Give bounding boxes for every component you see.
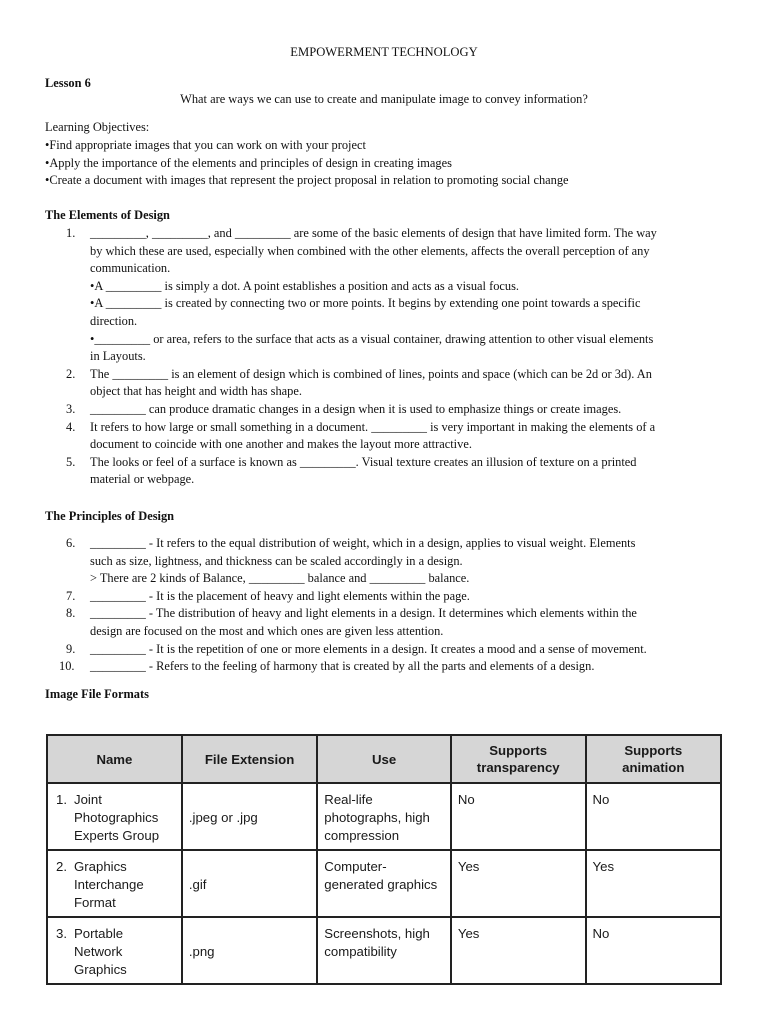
- item-line: such as size, lightness, and thickness can be scaled accordingly in a design.: [90, 553, 463, 568]
- formats-table: [46, 734, 722, 985]
- name-cell: [47, 783, 182, 850]
- format-name: Graphics Interchange Format: [74, 859, 144, 910]
- item-line: object that has height and width has shape.: [90, 384, 302, 399]
- objectives-heading: Learning Objectives:: [45, 120, 150, 134]
- item-line: The looks or feel of a surface is known as _________. Visual texture creates an illusion of texture on a printed: [90, 454, 637, 469]
- formats-table-wrapper: [46, 734, 722, 985]
- item-number: 1.: [66, 226, 76, 240]
- animation-cell: No: [586, 783, 721, 850]
- elements-heading: The Elements of Design: [45, 208, 170, 222]
- item-number: 4.: [66, 419, 76, 434]
- item-line: The _________ is an element of design which is combined of lines, points and space (which can be 2d or 3d). An: [90, 366, 652, 381]
- item-number: 5.: [66, 454, 76, 469]
- list-item: [45, 535, 725, 588]
- item-number: 2.: [66, 366, 76, 381]
- item-line: document to coincide with one another and makes the layout more attractive.: [90, 437, 472, 452]
- transparency-cell: No: [451, 783, 586, 850]
- item-line: by which these are used, especially when combined with the other elements, affects the overall perception of any: [90, 243, 650, 258]
- item-line: communication.: [90, 261, 171, 276]
- item-line: design are focused on the most and which ones are given less attention.: [90, 623, 444, 638]
- item-number: 10.: [59, 659, 75, 674]
- objective-item: •Apply the importance of the elements and principles of design in creating images: [45, 155, 452, 170]
- sub-line: in Layouts.: [90, 349, 146, 364]
- item-line: > There are 2 kinds of Balance, _________ balance and _________ balance.: [90, 571, 470, 586]
- extension-cell: .jpeg or .jpg: [182, 783, 317, 850]
- formats-heading: Image File Formats: [45, 687, 149, 701]
- name-cell: [47, 850, 182, 917]
- elements-list: [45, 225, 725, 489]
- sub-line: •A _________ is created by connecting two or more points. It begins by extending one point towards a specific: [90, 296, 641, 311]
- table-row: [47, 850, 721, 917]
- list-item: [45, 658, 725, 676]
- document-title: EMPOWERMENT TECHNOLOGY: [290, 45, 478, 59]
- use-cell: Real-life photographs, high compression: [317, 783, 451, 850]
- use-cell: Screenshots, high compatibility: [317, 917, 451, 984]
- row-number: 3.: [56, 926, 67, 941]
- animation-cell: No: [586, 917, 721, 984]
- item-line: _________ - The distribution of heavy and light elements in a design. It determines which elements within the: [90, 606, 637, 621]
- sub-item: [45, 278, 725, 296]
- item-number: 6.: [66, 536, 76, 550]
- list-item: [45, 225, 725, 278]
- item-line: _________ - It is the placement of heavy and light elements within the page.: [90, 588, 470, 603]
- column-header: File Extension: [182, 735, 317, 783]
- extension-cell: .png: [182, 917, 317, 984]
- table-row: [47, 917, 721, 984]
- animation-cell: Yes: [586, 850, 721, 917]
- table-header-row: [47, 735, 721, 783]
- item-line: _________ - It refers to the equal distribution of weight, which in a design, applies to visual weight. Elements: [90, 536, 636, 550]
- list-item: [45, 401, 725, 419]
- column-header: Name: [47, 735, 182, 783]
- item-number: 3.: [66, 401, 76, 416]
- list-item: [45, 605, 725, 640]
- table-row: [47, 783, 721, 850]
- lesson-label: Lesson 6: [45, 76, 91, 90]
- sub-item: [45, 331, 725, 366]
- item-number: 7.: [66, 588, 76, 603]
- extension-cell: .gif: [182, 850, 317, 917]
- item-line: _________ can produce dramatic changes in a design when it is used to emphasize things or create images.: [90, 401, 622, 416]
- transparency-cell: Yes: [451, 917, 586, 984]
- item-line: material or webpage.: [90, 472, 195, 487]
- use-cell: Computer-generated graphics: [317, 850, 451, 917]
- item-line: _________ - Refers to the feeling of harmony that is created by all the parts and elements of a design.: [90, 659, 595, 674]
- column-header: Supports animation: [586, 735, 721, 783]
- list-item: [45, 454, 725, 489]
- objective-item: •Find appropriate images that you can work on with your project: [45, 137, 366, 152]
- format-name: Portable Network Graphics: [74, 926, 127, 977]
- lesson-question: What are ways we can use to create and manipulate image to convey information?: [180, 92, 588, 106]
- sub-line: direction.: [90, 313, 138, 328]
- principles-list: [45, 535, 725, 676]
- list-item: [45, 588, 725, 606]
- list-item: [45, 641, 725, 659]
- sub-line: •_________ or area, refers to the surface that acts as a visual container, drawing attention to other visual elements: [90, 331, 654, 346]
- column-header: Use: [317, 735, 451, 783]
- item-line: It refers to how large or small something in a document. _________ is very important in making the elements of a: [90, 419, 656, 434]
- transparency-cell: Yes: [451, 850, 586, 917]
- row-number: 1.: [56, 792, 67, 807]
- column-header: Supports transparency: [451, 735, 586, 783]
- list-item: [45, 366, 725, 401]
- item-number: 8.: [66, 606, 76, 621]
- format-name: Joint Photographics Experts Group: [74, 792, 160, 843]
- objective-item: •Create a document with images that represent the project proposal in relation to promoting social change: [45, 173, 569, 188]
- sub-item: [45, 295, 725, 330]
- list-item: [45, 419, 725, 454]
- item-number: 9.: [66, 641, 76, 656]
- sub-line: •A _________ is simply a dot. A point establishes a position and acts as a visual focus.: [90, 278, 520, 293]
- item-line: _________ - It is the repetition of one or more elements in a design. It creates a mood and a sense of movement.: [90, 641, 647, 656]
- row-number: 2.: [56, 859, 67, 874]
- name-cell: [47, 917, 182, 984]
- learning-objectives: [45, 119, 745, 190]
- item-line: _________, _________, and _________ are some of the basic elements of design that have limited form. The way: [90, 226, 657, 240]
- principles-heading: The Principles of Design: [45, 509, 175, 523]
